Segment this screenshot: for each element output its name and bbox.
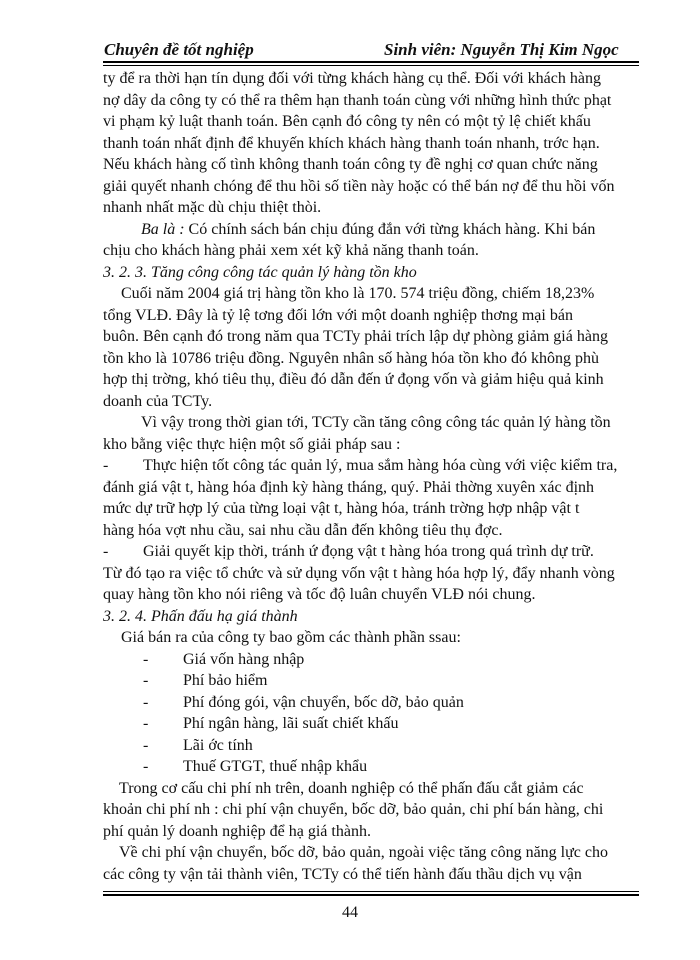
document-body (103, 68, 639, 885)
dash-marker: - (143, 736, 149, 754)
bullet-text: Thực hiện tốt công tác quản lý, mua sắm hàng hóa cùng với việc kiểm tra, (143, 457, 618, 474)
text-line: Trong cơ cấu chi phí nh trên, doanh nghiệp có thể phấn đấu cắt giảm các (119, 779, 584, 797)
list-item-text: Lãi ớc tính (183, 736, 253, 754)
text-line: đánh giá vật t, hàng hóa định kỳ hàng tháng, quý. Phải thờng xuyên xác định (103, 478, 595, 496)
text-line: buôn. Bên cạnh đó trong năm qua TCTy phải trích lập dự phòng giảm giá hàng (103, 328, 608, 345)
list-item-text: Phí đóng gói, vận chuyển, bốc dỡ, bảo quản (183, 693, 464, 711)
list-item (103, 670, 639, 692)
bullet-item (103, 455, 639, 477)
text-line: Vì vậy trong thời gian tới, TCTy cần tăng công công tác quản lý hàng tồn (141, 414, 611, 431)
dash-marker: - (143, 758, 149, 775)
dash-marker: - (143, 672, 149, 689)
list-item-text: Thuế GTGT, thuế nhập khẩu (183, 758, 368, 775)
text-line: tổng VLĐ. Đây là tỷ lệ tơng đối lớn với một doanh nghiệp thơng mại bán (103, 306, 573, 324)
text-line: tồn kho là 10786 triệu đồng. Nguyên nhân số hàng hóa tồn kho đó không phù (103, 349, 599, 367)
text-line: giải quyết nhanh chóng để thu hồi số tiền này hoặc có thể bán nợ để thu hồi vốn (103, 177, 615, 195)
list-item (103, 735, 639, 757)
header-rule-thin (103, 65, 639, 66)
dash-marker: - (143, 715, 149, 732)
text-line: khoản chi phí nh : chi phí vận chuyển, bốc dỡ, bảo quản, chi phí bán hàng, chi (103, 801, 604, 818)
dash-marker: - (143, 650, 149, 668)
text-line: hợp thị trờng, khó tiêu thụ, điều đó dẫn đến ứ đọng vốn và giảm hiệu quả kinh (103, 371, 604, 388)
list-item-text: Phí ngân hàng, lãi suất chiết khấu (183, 715, 399, 732)
dash-marker: - (143, 693, 149, 711)
list-item (103, 756, 639, 778)
list-item (103, 713, 639, 735)
footer-rule-thick (103, 894, 639, 896)
bullet-item (103, 541, 639, 563)
text-line: các công ty vận tải thành viên, TCTy có thể tiến hành đấu thầu dịch vụ vận (103, 865, 582, 883)
text-line: Về chi phí vận chuyển, bốc dỡ, bảo quản, ngoài việc tăng công năng lực cho (119, 844, 608, 861)
text-line: mức dự trữ hợp lý của từng loại vật t, hàng hóa, tránh trờng hợp nhập vật t (103, 500, 580, 517)
list-item-text: Giá vốn hàng nhập (183, 650, 305, 668)
text-line: chịu cho khách hàng phải xem xét kỹ khả năng thanh toán. (103, 242, 479, 259)
text-line: Từ đó tạo ra việc tổ chức và sử dụng vốn vật t hàng hóa hợp lý, đẩy nhanh vòng (103, 564, 615, 582)
ba-la-text: Có chính sách bán chịu đúng đắn với từng khách hàng. Khi bán (184, 220, 596, 238)
list-item (103, 649, 639, 671)
page-number: 44 (342, 904, 358, 921)
text-line: Nếu khách hàng cố tình không thanh toán công ty đề nghị cơ quan chức năng (103, 156, 598, 173)
text-line: kho bằng việc thực hiện một số giải pháp sau : (103, 435, 401, 453)
text-line: nhanh nhất mặc dù chịu thiệt thòi. (103, 199, 322, 216)
dash-marker: - (103, 543, 109, 560)
text-line: Giá bán ra của công ty bao gồm các thành phần ssau: (121, 629, 461, 646)
footer-rule-thin (103, 891, 639, 892)
text-line: phí quản lý doanh nghiệp để hạ giá thành. (103, 822, 371, 840)
header-rule-thick (103, 61, 639, 63)
list-item-text: Phí bảo hiểm (183, 672, 268, 689)
ba-la-label: Ba là : (141, 220, 185, 238)
text-line: Cuối năm 2004 giá trị hàng tồn kho là 170. 574 triệu đồng, chiếm 18,23% (121, 285, 595, 302)
section-heading-3-2-4: 3. 2. 4. Phấn đấu hạ giá thành (103, 607, 298, 625)
bullet-text: Giải quyết kịp thời, tránh ứ đọng vật t hàng hóa trong quá trình dự trữ. (143, 543, 594, 560)
text-line: nợ dây da công ty có thể ra thêm hạn thanh toán cùng với những hình thức phạt (103, 91, 612, 109)
dash-marker: - (103, 457, 109, 474)
text-line: doanh của TCTy. (103, 392, 213, 410)
text-line: thanh toán nhất định để khuyến khích khách hàng thanh toán nhanh, trớc hạn. (103, 134, 600, 152)
section-heading-3-2-3: 3. 2. 3. Tăng công công tác quản lý hàng tồn kho (103, 263, 417, 281)
text-line: quay hàng tồn kho nói riêng và tốc độ luân chuyển VLĐ nói chung. (103, 586, 536, 603)
ba-la-line (103, 219, 639, 241)
text-line: ty để ra thời hạn tín dụng đối với từng khách hàng cụ thể. Đối với khách hàng (103, 70, 601, 87)
text-line: hàng hóa vợt nhu cầu, sai nhu cầu dẫn đến không tiêu thụ đợc. (103, 521, 503, 539)
header-course-title: Chuyên đề tốt nghiệp (104, 40, 254, 59)
header-student-name: Sinh viên: Nguyễn Thị Kim Ngọc (384, 40, 619, 59)
text-line: vi phạm kỷ luật thanh toán. Bên cạnh đó công ty nên có một tỷ lệ chiết khấu (103, 113, 591, 130)
list-item (103, 692, 639, 714)
